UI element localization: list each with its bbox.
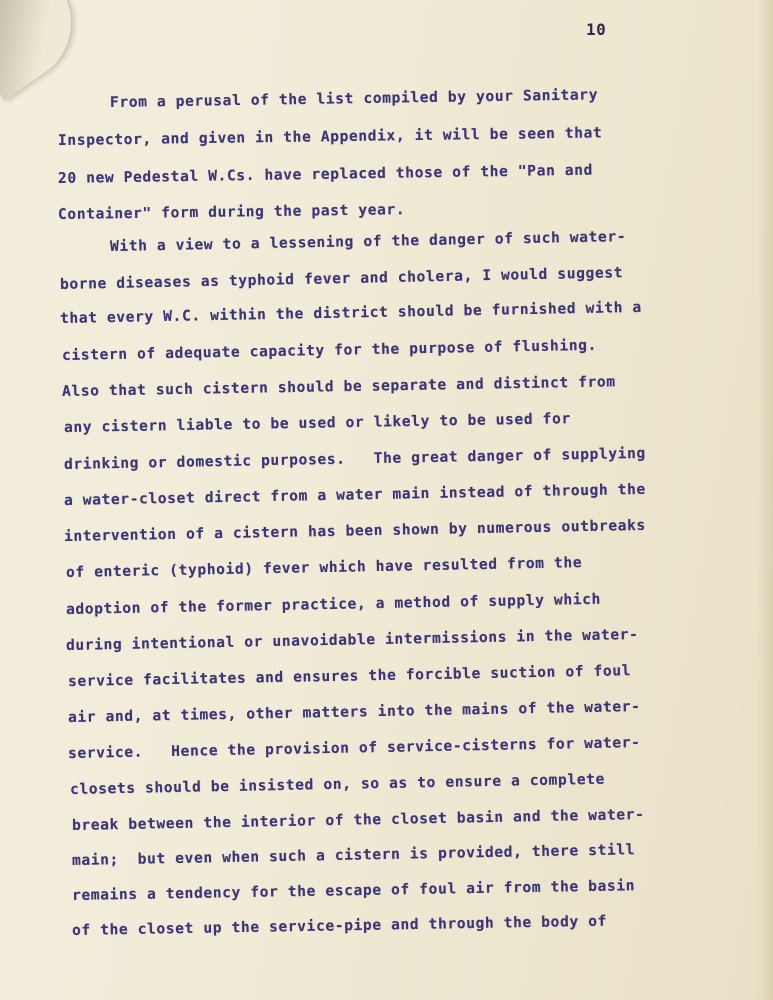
text-line: of enteric (typhoid) fever which have resulted from the xyxy=(65,554,583,581)
text-line: Container" form during the past year. xyxy=(57,201,406,223)
text-line: intervention of a cistern has been shown by numerous outbreaks xyxy=(63,516,646,545)
text-line: remains a tendency for the escape of foul air from the basin xyxy=(71,877,636,904)
text-line: With a view to a lessening of the danger of such water- xyxy=(109,228,627,255)
text-line: closets should be insisted on, so as to ensure a complete xyxy=(69,770,606,798)
text-line: any cistern liable to be used or likely to be used for xyxy=(63,410,571,436)
page-number: 10 xyxy=(586,20,607,39)
text-line: a water-closet direct from a water main instead of through the xyxy=(63,480,646,509)
text-line: From a perusal of the list compiled by your Sanitary xyxy=(109,86,599,111)
text-line: air and, at times, other matters into the mains of the water- xyxy=(67,698,641,726)
text-line: 20 new Pedestal W.Cs. have replaced those of the "Pan and xyxy=(57,161,594,187)
text-line: cistern of adequate capacity for the purpose of flushing. xyxy=(61,336,598,364)
text-line: main; but even when such a cistern is provided, there still xyxy=(71,841,636,869)
text-line: of the closet up the service-pipe and through the body of xyxy=(71,912,608,939)
text-line: that every W.C. within the district should be furnished with a xyxy=(59,298,642,327)
text-line: adoption of the former practice, a method of supply which xyxy=(65,590,602,618)
text-line: Inspector, and given in the Appendix, it will be seen that xyxy=(57,124,603,149)
text-line: borne diseases as typhoid fever and cholera, I would suggest xyxy=(59,264,624,293)
text-line: Also that such cistern should be separate and distinct from xyxy=(61,373,616,400)
text-line: drinking or domestic purposes. The great danger of supplying xyxy=(63,444,646,473)
text-line: during intentional or unavoidable intermissions in the water- xyxy=(65,626,639,654)
text-line: break between the interior of the closet basin and the water- xyxy=(71,806,645,834)
text-line: service. Hence the provision of service-cisterns for water- xyxy=(67,734,641,762)
text-line: service facilitates and ensures the forcible suction of foul xyxy=(67,662,632,690)
